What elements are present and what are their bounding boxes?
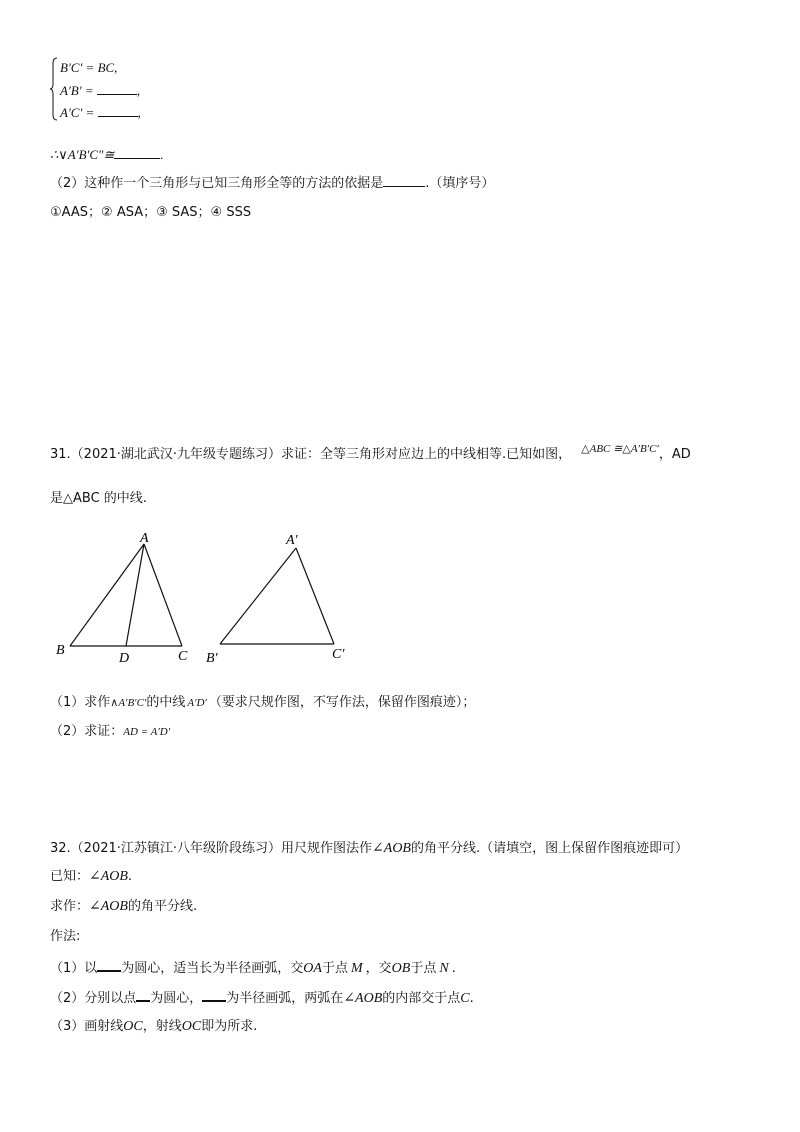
triangle-figures [50,528,370,668]
q31-line-2: 是△ABC 的中线. [50,491,147,506]
answer-blank[interactable] [97,958,121,972]
q32-task: 求作：∠AOB的角平分线. [50,899,198,914]
conclusion-line: ∴∨A′B′C″≅ . [50,147,164,162]
triangle-a-prime-b-prime-c-prime [206,533,345,666]
answer-blank[interactable] [114,146,160,159]
q32-step-1: （1）以 为圆心，适当长为半径画弧，交OA于点 M ，交OB于点 N . [50,958,456,978]
q32-method-heading: 作法: [50,929,81,944]
q31-line-1: 31.（2021·湖北武汉·九年级专题练习）求证：全等三角形对应边上的中线相等.已知如图， $^{\triangle ABC ≅\triangle A'B'C'}$，AD [50,443,691,462]
label-c-prime: C′ [332,647,345,662]
label-c: C [178,649,188,664]
q31-sub-2: （2）求证：AD = A′D′ [50,724,171,739]
answer-blank[interactable] [202,988,226,1002]
q32-step-3: （3）画射线OC，射线OC即为所求. [50,1019,258,1034]
left-brace [50,57,58,121]
equation-line-1: B′C′ = BC, [60,60,118,75]
answer-blank[interactable] [98,104,138,117]
label-b: B [56,643,65,658]
equation-line-3: A′C′ = , [60,105,141,120]
label-a-prime: A′ [286,533,298,548]
q32-step-2: （2）分别以点 为圆心， 为半径画弧，两弧在∠AOB的内部交于点C. [50,988,474,1008]
label-d: D [119,651,130,666]
options-line: ①AAS；② ASA；③ SAS；④ SSS [50,205,252,220]
triangle-abc [56,531,188,666]
q32-known: 已知：∠AOB. [50,869,133,884]
median-ad [126,544,144,646]
answer-blank[interactable] [136,988,150,1002]
label-b-prime: B′ [206,651,218,666]
q31-sub-1: （1）求作∧A′B′C′的中线 A′D′ （要求尺规作图，不写作法，保留作图痕迹）； [50,695,476,710]
answer-blank[interactable] [97,82,137,95]
equation-line-2: A′B′ = , [60,83,141,98]
label-a: A [140,531,149,546]
answer-blank[interactable] [383,174,425,187]
question-2-line: （2）这种作一个三角形与已知三角形全等的方法的依据是 .（填序号） [50,176,495,191]
q32-line-1: 32.（2021·江苏镇江·八年级阶段练习）用尺规作图法作∠AOB的角平分线.（请填空，图上保留作图痕迹即可） [50,841,689,856]
